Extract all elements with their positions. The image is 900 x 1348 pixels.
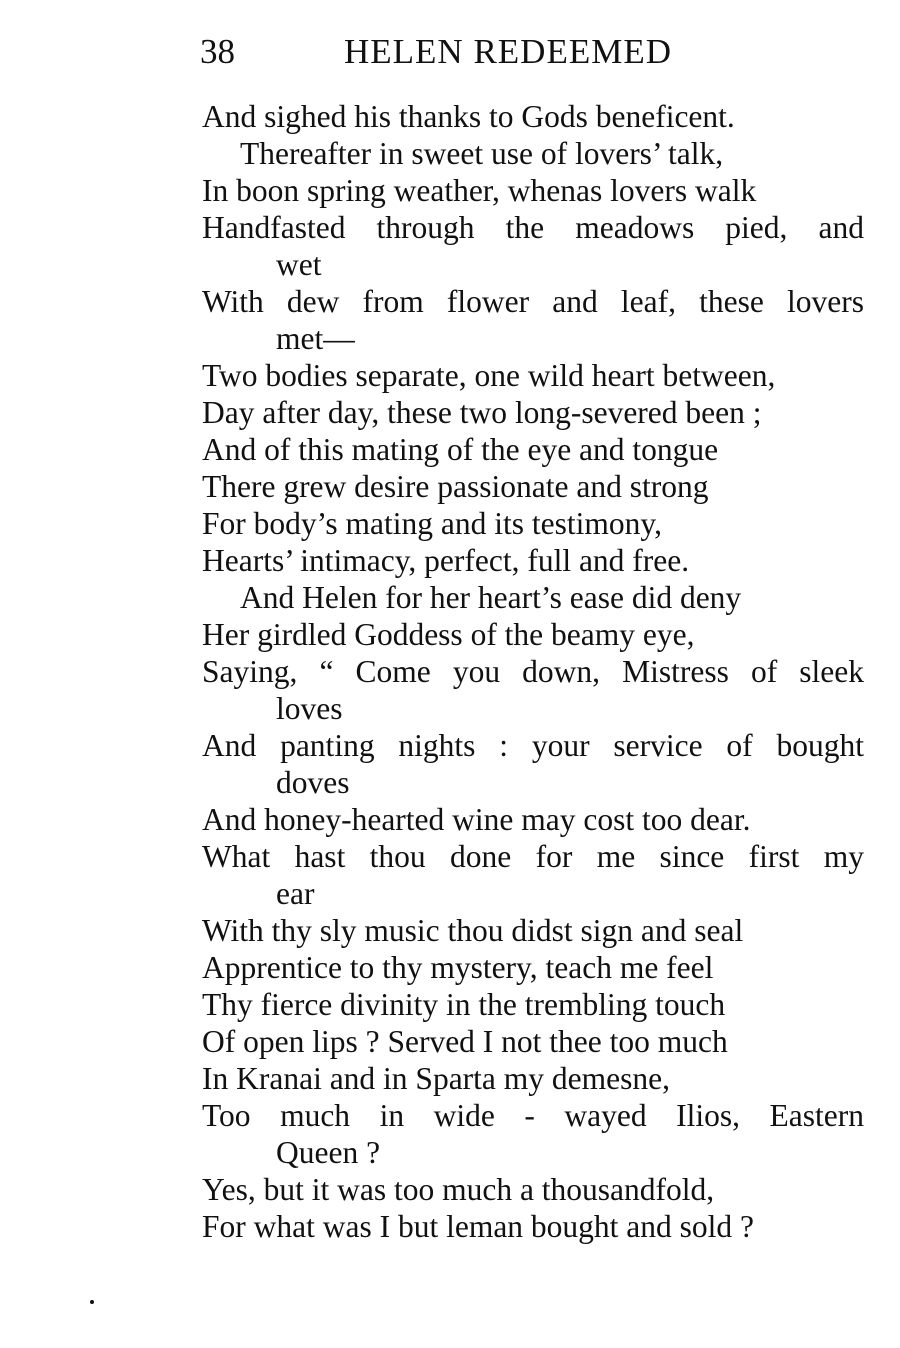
poem-line: Saying, “ Come you down, Mistress of sleek	[202, 654, 864, 689]
poem-line: For what was I but leman bought and sold ?	[202, 1209, 755, 1244]
poem-line: Her girdled Goddess of the beamy eye,	[202, 617, 695, 652]
poem-line: And of this mating of the eye and tongue	[202, 432, 719, 467]
poem-line-runover: met—	[276, 321, 355, 356]
poem-line: Thereafter in sweet use of lovers’ talk,	[240, 136, 724, 171]
page-number: 38	[200, 32, 235, 71]
poem-line: Too much in wide - wayed Ilios, Eastern	[202, 1098, 864, 1133]
poem-line-runover: Queen ?	[276, 1135, 381, 1170]
poem-line: Apprentice to thy mystery, teach me feel	[202, 950, 714, 985]
poem-line: Of open lips ? Served I not thee too much	[202, 1024, 728, 1059]
poem-line: Day after day, these two long-severed been ;	[202, 395, 762, 430]
poem-line: Thy fierce divinity in the trembling touch	[202, 987, 726, 1022]
running-title: HELEN REDEEMED	[344, 32, 672, 71]
poem-line-runover: ear	[276, 876, 315, 911]
poem-line-runover: wet	[276, 247, 322, 282]
poem-line: There grew desire passionate and strong	[202, 469, 709, 504]
poem-text	[202, 98, 864, 1245]
poem-line: In Kranai and in Sparta my demesne,	[202, 1061, 670, 1096]
poem-line: Two bodies separate, one wild heart between,	[202, 358, 776, 393]
poem-line: And honey-hearted wine may cost too dear.	[202, 802, 751, 837]
poem-line: For body’s mating and its testimony,	[202, 506, 662, 541]
poem-line: With dew from flower and leaf, these lovers	[202, 284, 864, 319]
poem-line: In boon spring weather, whenas lovers walk	[202, 173, 757, 208]
poem-line: Hearts’ intimacy, perfect, full and free.	[202, 543, 690, 578]
poem-line: Yes, but it was too much a thousandfold,	[202, 1172, 715, 1207]
poem-line: With thy sly music thou didst sign and seal	[202, 913, 744, 948]
poem-line: Handfasted through the meadows pied, and	[202, 210, 864, 245]
poem-line-runover: doves	[276, 765, 350, 800]
poem-line: What hast thou done for me since first my	[202, 839, 864, 874]
page-header	[200, 30, 800, 74]
poem-line: And sighed his thanks to Gods beneficent.	[202, 99, 735, 134]
poem-line-runover: loves	[276, 691, 343, 726]
poem-line: And panting nights : your service of bought	[202, 728, 864, 763]
ink-speck	[90, 1300, 94, 1304]
poem-line: And Helen for her heart’s ease did deny	[240, 580, 742, 615]
